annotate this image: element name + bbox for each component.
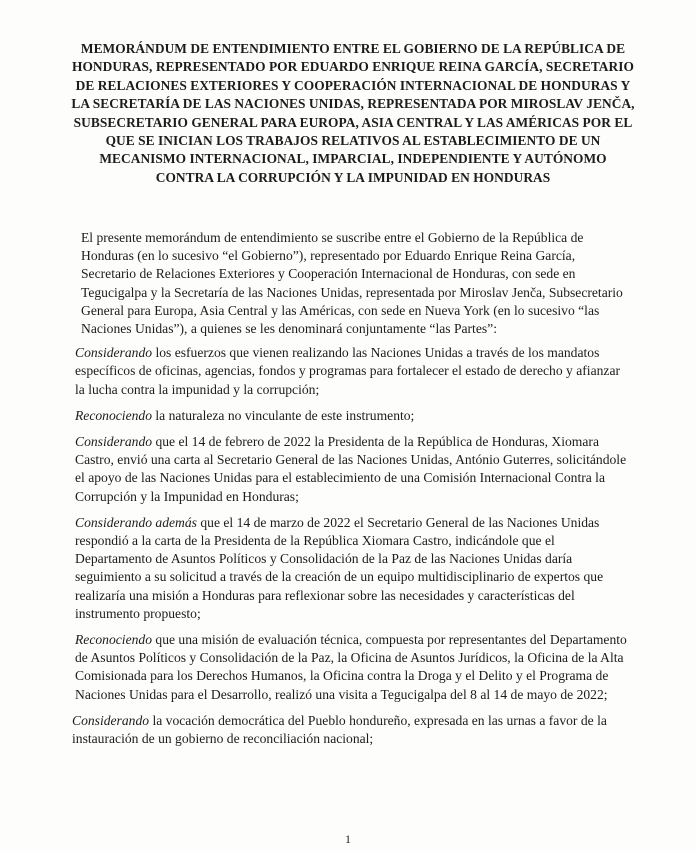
clause-text: que una misión de evaluación técnica, compuesta por representantes del Departamento de Asuntos Políticos y Consolidación de la Paz, la Oficina de Asuntos Jurídicos, la Oficina de la Alta Comisionada para los Derechos Humanos, la Oficina contra la Droga y el Delito y el Programa de Naciones Unidas para el Desarrollo, realizó una visita a Tegucigalpa del 8 al 14 de mayo de 2022;	[75, 632, 627, 702]
clause-text: que el 14 de marzo de 2022 el Secretario General de las Naciones Unidas respondió a la carta de la Presidenta de la República Xiomara Castro, indicándole que el Departamento de Asuntos Políticos y Consolidación de la Paz de las Naciones Unidas daría seguimiento a su solicitud a través de la creación de un equipo multidisciplinario de expertos que realizaría una misión a Honduras para reflexionar sobre las necesidades y características del instrumento propuesto;	[75, 514, 604, 621]
clause-paragraph	[75, 407, 628, 425]
clause-text: la vocación democrática del Pueblo hondureño, expresada en las urnas a favor de la instauración de un gobierno de reconciliación nacional;	[72, 712, 607, 747]
clause-text: los esfuerzos que vienen realizando las Naciones Unidas a través de los mandatos específicos de oficinas, agencias, fondos y programas para fortalecer el estado de derecho y afianzar la lucha contra la impunidad y la corrupción;	[75, 345, 620, 397]
clause-paragraph	[75, 433, 628, 506]
clause-lead: Considerando	[75, 434, 153, 450]
clause-lead: Reconociendo	[75, 632, 152, 648]
clause-lead: Considerando	[72, 712, 150, 728]
document-title: MEMORÁNDUM DE ENTENDIMIENTO ENTRE EL GOBIERNO DE LA REPÚBLICA DE HONDURAS, REPRESENTADO POR EDUARDO ENRIQUE REINA GARCÍA, SECRETARIO DE RELACIONES EXTERIORES Y COOPERACIÓN INTERNACIONAL DE HONDURAS Y LA SECRETARÍA DE LAS NACIONES UNIDAS, REPRESENTADA POR MIROSLAV JENČA, SUBSECRETARIO GENERAL PARA EUROPA, ASIA CENTRAL Y LAS AMÉRICAS POR EL QUE SE INICIAN LOS TRABAJOS RELATIVOS AL ESTABLECIMIENTO DE UN MECANISMO INTERNACIONAL, IMPARCIAL, INDEPENDIENTE Y AUTÓNOMO CONTRA LA CORRUPCIÓN Y LA IMPUNIDAD EN HONDURAS	[71, 41, 635, 185]
clause-lead: Considerando además	[75, 514, 197, 530]
clause-lead: Reconociendo	[75, 407, 152, 423]
clause-paragraph	[75, 514, 628, 623]
clause-paragraph	[72, 712, 628, 748]
clause-text: que el 14 de febrero de 2022 la Presidenta de la República de Honduras, Xiomara Castro, envió una carta al Secretario General de las Naciones Unidas, António Guterres, solicitándole el apoyo de las Naciones Unidas para el establecimiento de una Comisión Internacional Contra la Corrupción y la Impunidad en Honduras;	[75, 434, 627, 504]
page-number: 1	[345, 832, 351, 846]
clause-paragraph	[75, 631, 628, 704]
clause-paragraph	[75, 344, 628, 399]
clause-text: la naturaleza no vinculante de este instrumento;	[152, 407, 415, 423]
clause-lead: Considerando	[75, 345, 153, 361]
intro-paragraph: El presente memorándum de entendimiento se suscribe entre el Gobierno de la República de Honduras (en lo sucesivo “el Gobierno”), representado por Eduardo Enrique Reina García, Secretario de Relaciones Exteriores y Cooperación Internacional de Honduras, con sede en Tegucigalpa y la Secretaría de las Naciones Unidas, representada por Miroslav Jenča, Subsecretario General para Europa, Asia Central y las Américas, con sede en Nueva York (en lo sucesivo “las Naciones Unidas”), a quienes se les denominará conjuntamente “las Partes”:	[81, 230, 623, 337]
document-body	[68, 229, 628, 756]
